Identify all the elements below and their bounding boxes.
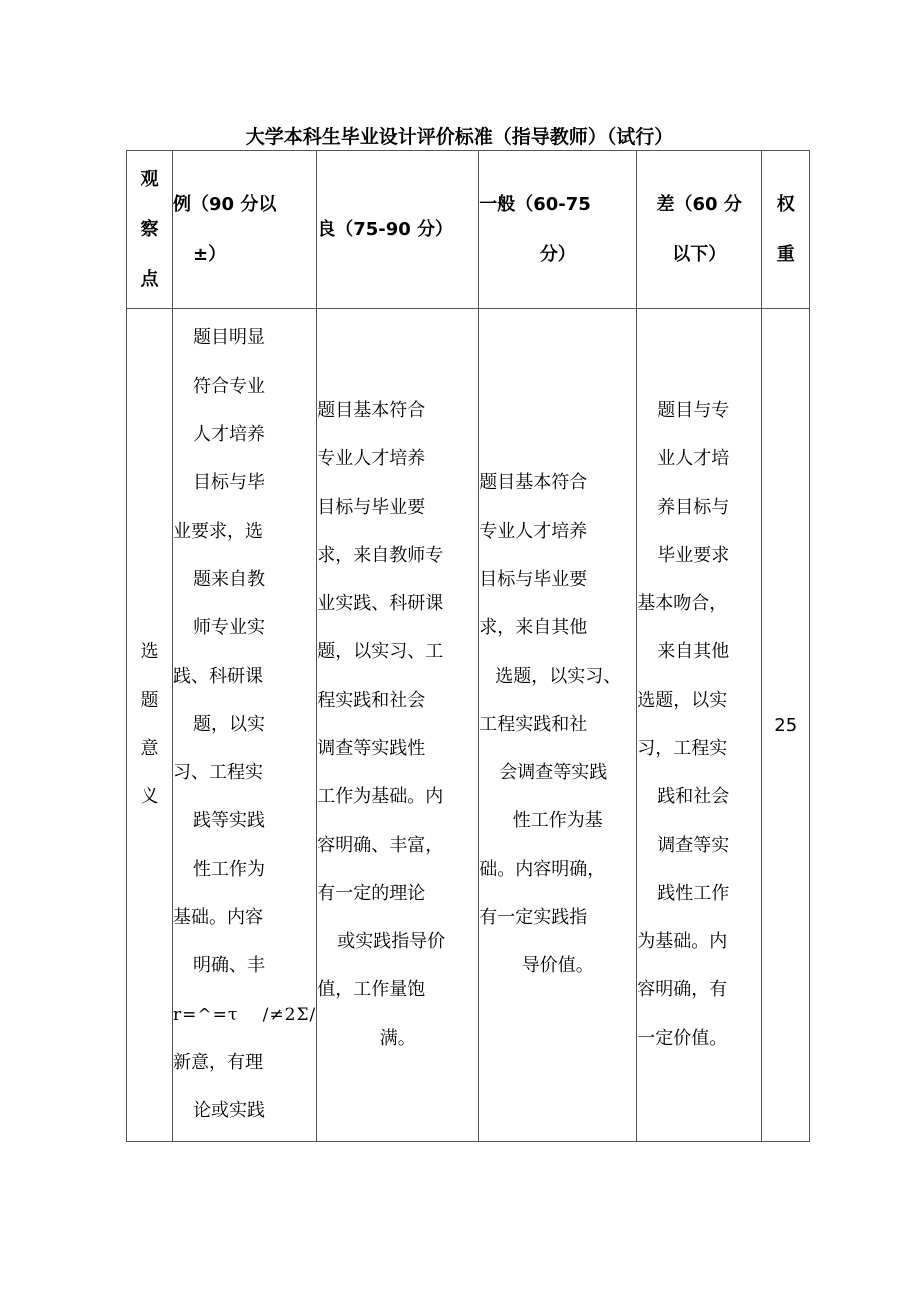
text-line: 会调查等实践 [499,762,608,784]
text-line: 毕业要求 [657,544,730,566]
header-weight [762,151,810,309]
text-line: 工程实践和社 [479,713,588,735]
text-line: 人才培养 [193,424,265,446]
text-line: 目标与毕业要 [317,496,426,518]
text-line: 养目标与 [657,496,730,518]
cell-average [479,309,637,1142]
text-line: 容明确、丰富， [317,834,444,856]
text-line: 符合专业 [193,375,265,397]
evaluation-table [126,150,810,1142]
text-line: 题目基本符合 [317,399,426,421]
text-line: 题目明显 [193,327,265,349]
text-line: 习，工程实 [637,738,728,759]
weight-value: 25 [774,714,798,736]
text-line: 有一定的理论 [317,882,426,904]
text-line: 有一定实践指 [479,907,588,929]
text-line: 业实践、科研课 [317,593,444,615]
text-line: 一定价值。 [637,1027,728,1049]
header-observation [127,151,173,309]
text-line: 践和社会 [657,786,730,808]
header-excellent [173,151,317,309]
text-line: 选题，以实习、 [495,665,622,687]
text-line: r=^=τ ∕≠2Σ∕ [173,1004,317,1025]
text-line: 例（90 分以 [173,193,277,215]
text-line: 求，来自教师专 [317,544,444,566]
text-line: 论或实践 [193,1100,265,1122]
text-line: 题，以实习、工 [317,641,444,663]
text-line: 工作为基础。内 [317,786,444,808]
text-line: 或实践指导价 [337,931,446,953]
text-line: 权 [776,193,795,215]
text-line: 业要求，选 [173,520,263,542]
text-line: 察 [140,218,159,240]
text-line: 题目基本符合 [479,472,588,494]
text-line: 明确、丰 [193,955,265,977]
cell-observation [127,309,173,1142]
header-good [317,151,479,309]
cell-good [317,309,479,1142]
text-line: 础。内容明确， [479,858,606,880]
text-line: 师专业实 [193,617,265,639]
text-line: 调查等实践性 [317,738,426,759]
text-line: 题来自教 [193,568,265,590]
text-line: 选 [140,641,159,663]
text-line: 差（60 分 [656,193,742,215]
text-line: 意 [140,738,159,759]
text-line: 一般（60-75 [479,193,591,215]
cell-poor [637,309,762,1142]
text-line: 程实践和社会 [317,689,426,711]
text-line: 基础。内容 [173,907,263,929]
text-line: 观 [140,168,159,190]
table-row [127,309,810,1142]
header-poor [637,151,762,309]
text-line: 践等实践 [193,810,265,832]
header-average [479,151,637,309]
text-line: 性工作为 [193,858,265,880]
text-line: 题 [140,689,159,711]
text-line: 性工作为基 [512,810,603,832]
text-line: 以下） [672,243,727,265]
page-title: 大学本科生毕业设计评价标准（指导教师）（试行） [245,126,674,148]
text-line: 目标与毕业要 [479,568,588,590]
text-line: 分） [539,243,576,265]
text-line: ±） [193,243,227,265]
text-line: 新意，有理 [173,1051,263,1073]
text-line: 求，来自其他 [479,617,588,639]
text-line: 践、科研课 [173,665,263,687]
text-line: 为基础。内 [637,931,728,953]
cell-weight [762,309,810,1142]
table-header-row [127,151,810,309]
text-line: 习、工程实 [173,762,263,784]
text-line: 业人才培 [657,448,730,470]
text-line: 目标与毕 [193,472,265,494]
text-line: 调查等实 [657,834,730,856]
text-line: 点 [140,268,159,290]
text-line: 重 [776,243,795,265]
text-line: 义 [140,786,159,808]
text-line: 容明确，有 [637,979,728,1001]
text-line: 基本吻合， [637,593,728,615]
text-line: 专业人才培养 [317,448,426,470]
text-line: 值，工作量饱 [317,979,426,1001]
text-line: 满。 [379,1027,416,1049]
text-line: 良（75-90 分） [317,218,454,240]
text-line: 题目与专 [657,399,730,421]
text-line: 导价值。 [521,955,594,977]
text-line: 来自其他 [657,641,730,663]
text-line: 题，以实 [193,713,265,735]
text-line: 践性工作 [657,882,730,904]
text-line: 选题，以实 [637,689,728,711]
cell-excellent [173,309,317,1142]
text-line: 专业人才培养 [479,520,588,542]
